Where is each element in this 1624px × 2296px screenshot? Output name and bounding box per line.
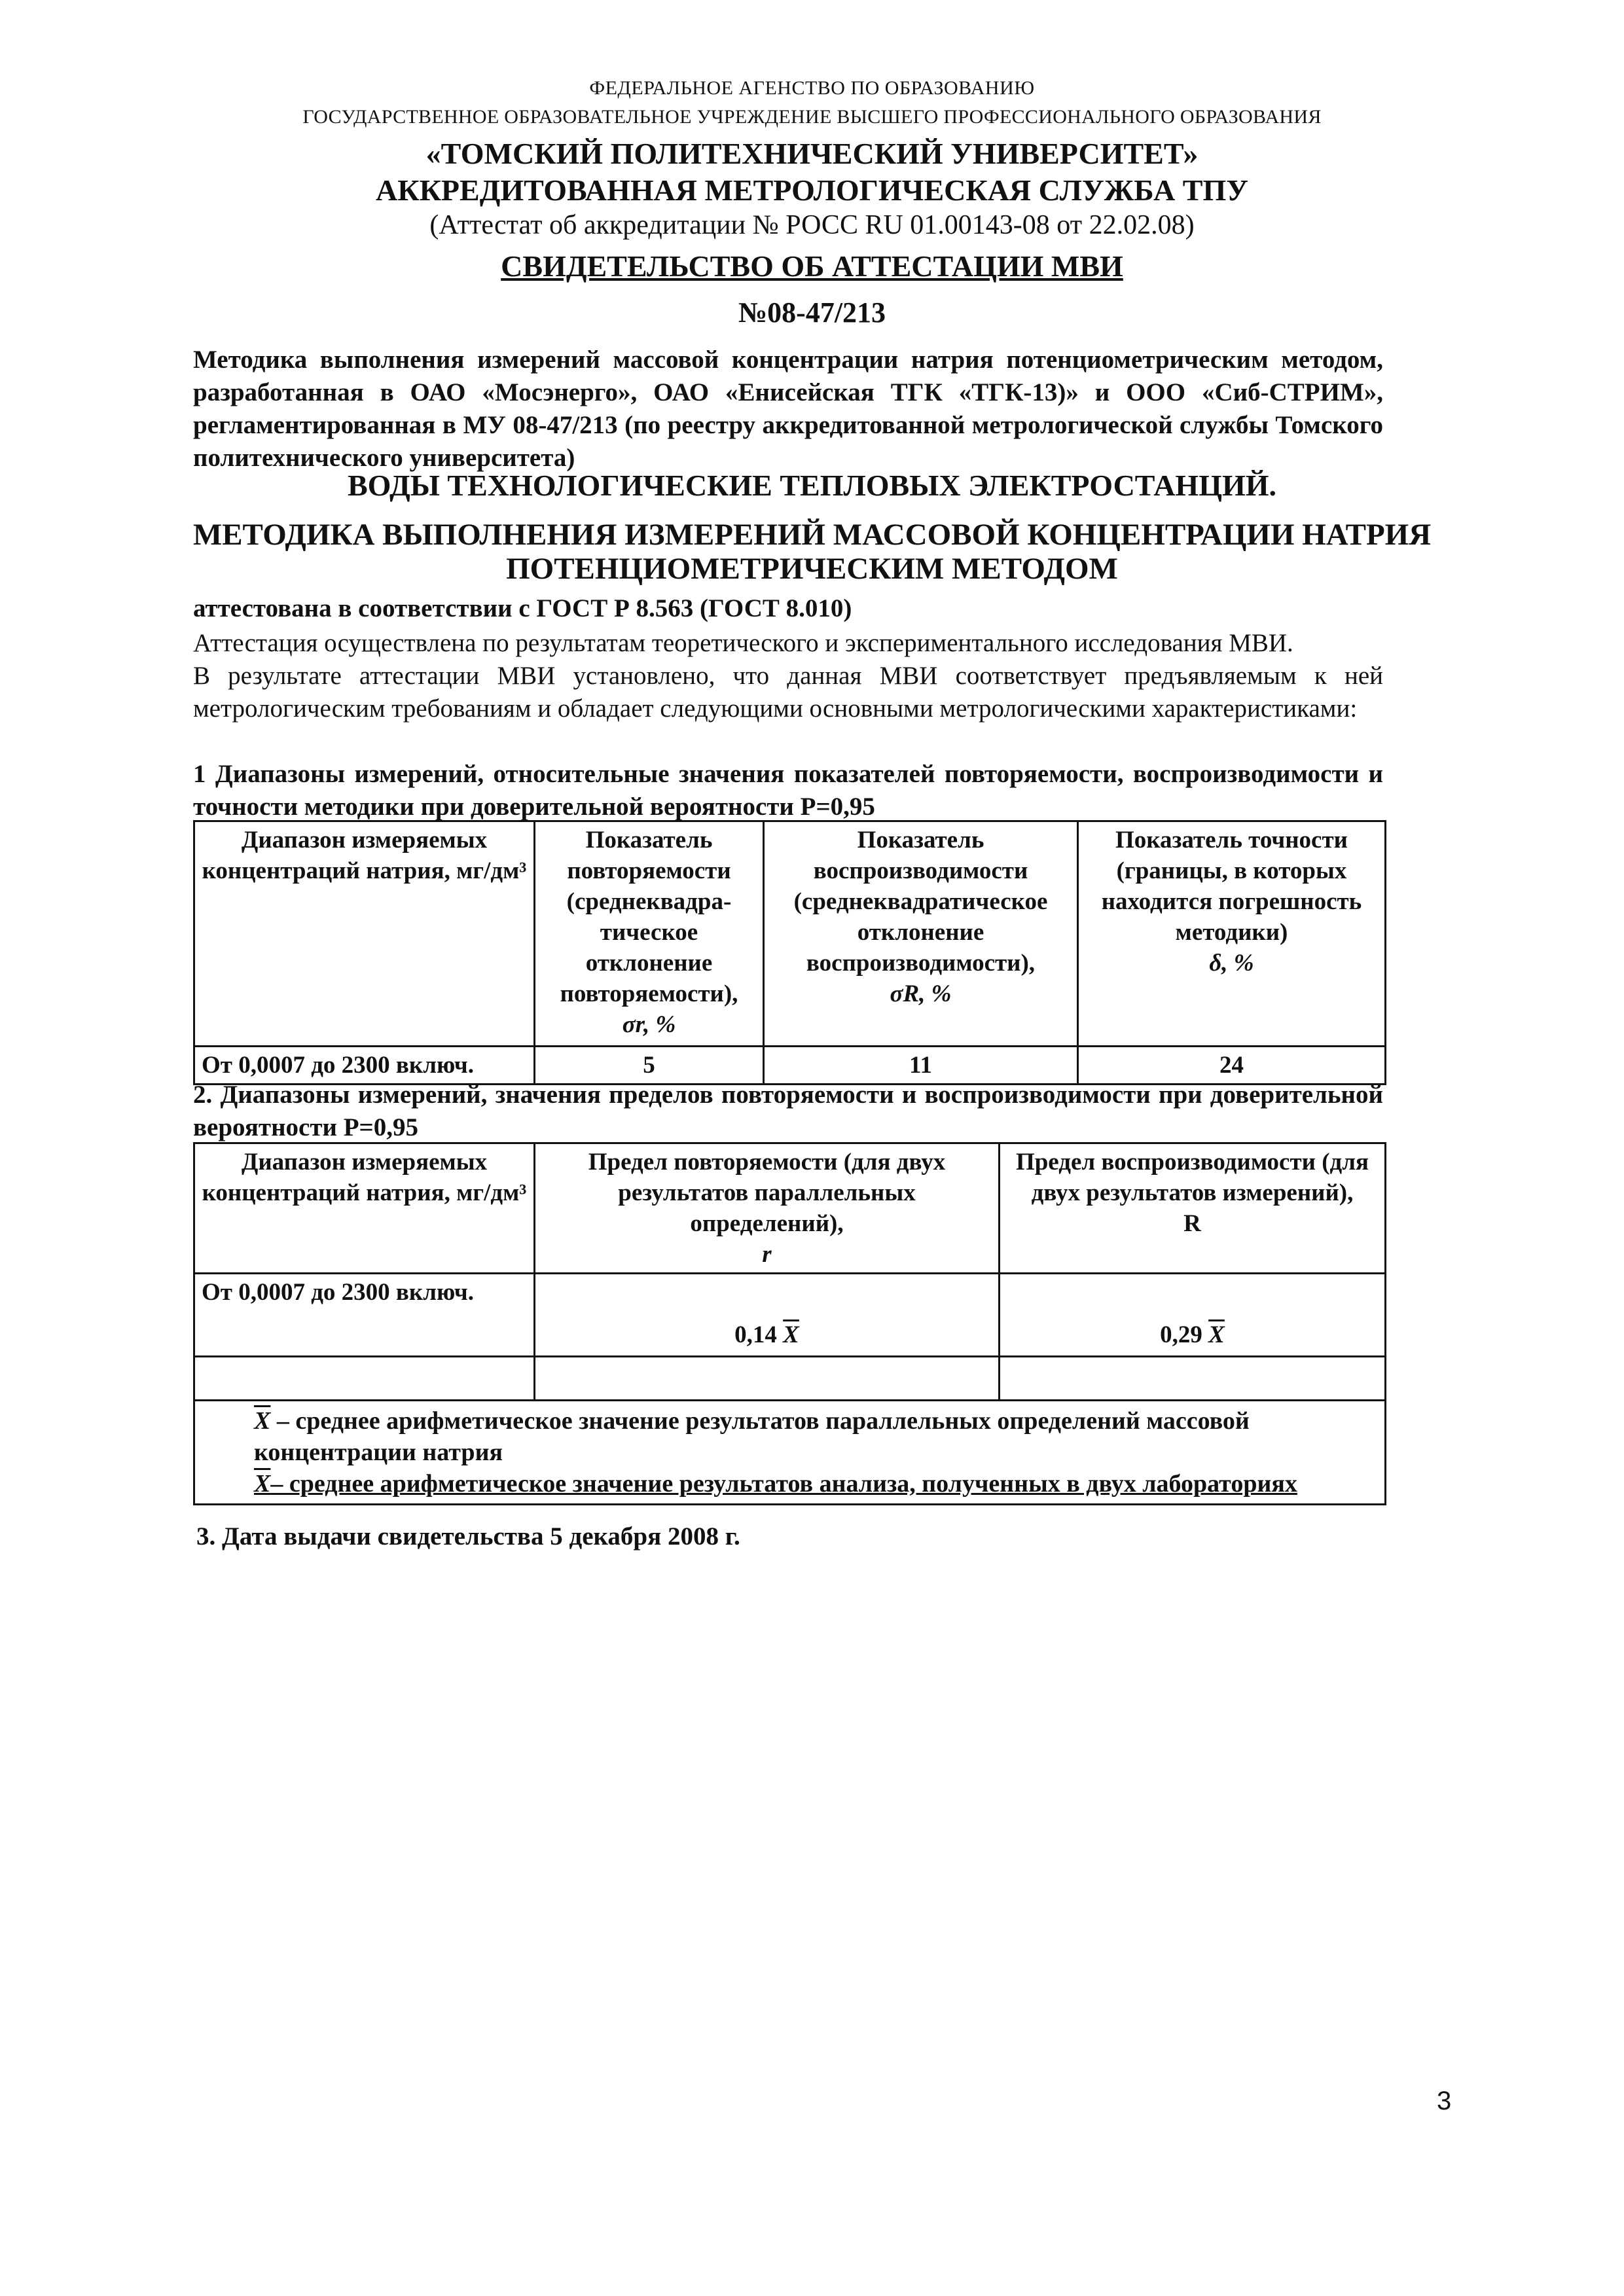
header-repeat-limit: Предел повторяемости (для двух результатов параллельных определений), r (535, 1143, 1000, 1274)
repeatability-symbol: σr, % (622, 1011, 676, 1038)
institution-line: ГОСУДАРСТВЕННОЕ ОБРАЗОВАТЕЛЬНОЕ УЧРЕЖДЕНИЕ ВЫСШЕГО ПРОФЕССИОНАЛЬНОГО ОБРАЗОВАНИЯ (302, 106, 1322, 128)
repeat-limit-symbol: r (762, 1241, 772, 1268)
header-reproducibility: Показатель воспроизводимости (среднеквадратическое отклонение воспроизводимости), σR, % (764, 821, 1078, 1047)
document-title-water: ВОДЫ ТЕХНОЛОГИЧЕСКИЕ ТЕПЛОВЫХ ЭЛЕКТРОСТАНЦИЙ. (347, 469, 1277, 502)
cell-reproducibility: 11 (764, 1047, 1078, 1085)
certificate-number: №08-47/213 (738, 296, 886, 329)
notes-cell (194, 1401, 1386, 1505)
header-accuracy: Показатель точности (границы, в которых находится погрешность методики) δ, % (1078, 821, 1386, 1047)
cell-repeatability: 5 (535, 1047, 764, 1085)
cell-accuracy: 24 (1078, 1047, 1386, 1085)
mean-symbol: $\overline{X}$ (783, 1321, 799, 1348)
document-title-method-line1: МЕТОДИКА ВЫПОЛНЕНИЯ ИЗМЕРЕНИЙ МАССОВОЙ КОНЦЕНТРАЦИИ НАТРИЯ (192, 518, 1432, 552)
certificate-title: СВИДЕТЕЛЬСТВО ОБ АТТЕСТАЦИИ МВИ (501, 249, 1123, 283)
empty-cell (535, 1357, 1000, 1401)
accreditation-line: (Аттестат об аккредитации № РОСС RU 01.00143-08 от 22.02.08) (429, 210, 1195, 240)
note-2: X– среднее арифметическое значение результатов анализа, полученных в двух лабораториях (254, 1470, 1297, 1498)
result-paragraph: В результате аттестации МВИ установлено, что данная МВИ соответствует предъявляемым к ней метрологическим требованиям и обладает следующими основными метрологическими характеристиками: (193, 662, 1383, 723)
limits-table (193, 1142, 1386, 1505)
section2-heading: 2. Диапазоны измерений, значения пределов повторяемости и воспроизводимости при доверительной вероятности Р=0,95 (193, 1081, 1383, 1141)
issue-date: 3. Дата выдачи свидетельства 5 декабря 2008 г. (196, 1522, 740, 1551)
table-header-row (194, 1143, 1386, 1274)
cell-range: От 0,0007 до 2300 включ. (194, 1047, 535, 1085)
accuracy-symbol: δ, % (1209, 950, 1254, 977)
university-name: «ТОМСКИЙ ПОЛИТЕХНИЧЕСКИЙ УНИВЕРСИТЕТ» (425, 137, 1199, 170)
basis-line: Аттестация осуществлена по результатам теоретического и экспериментального исследования МВИ. (193, 629, 1293, 657)
reproducibility-symbol: σR, % (890, 980, 952, 1007)
header-repeatability: Показатель повторяемости (среднеквадра-тическое отклонение повторяемости), σr, % (535, 821, 764, 1047)
header-range: Диапазон измеряемых концентраций натрия, мг/дм³ (194, 1143, 535, 1274)
section1-heading: 1 Диапазоны измерений, относительные значения показателей повторяемости, воспроизводимости и точности методики при доверительной вероятности Р=0,95 (193, 760, 1383, 821)
attested-line: аттестована в соответствии с ГОСТ Р 8.563 (ГОСТ 8.010) (193, 594, 852, 622)
table-header-row (194, 821, 1386, 1047)
empty-cell (194, 1357, 535, 1401)
cell-reprod-limit: 0,29 $\overline{X}$ (1000, 1274, 1386, 1357)
cell-range: От 0,0007 до 2300 включ. (194, 1274, 535, 1357)
cell-repeat-limit: 0,14 $\overline{X}$ (535, 1274, 1000, 1357)
metrology-service-name: АККРЕДИТОВАННАЯ МЕТРОЛОГИЧЕСКАЯ СЛУЖБА ТПУ (376, 173, 1248, 207)
agency-line: ФЕДЕРАЛЬНОЕ АГЕНСТВО ПО ОБРАЗОВАНИЮ (589, 77, 1035, 99)
reprod-limit-symbol: R (1183, 1210, 1201, 1237)
characteristics-table (193, 820, 1386, 1085)
grand-mean-symbol: $\overline{X}$ (1208, 1321, 1225, 1348)
empty-row (194, 1357, 1386, 1401)
notes-row (194, 1401, 1386, 1505)
empty-cell (1000, 1357, 1386, 1401)
header-range: Диапазон измеряемых концентраций натрия, мг/дм³ (194, 821, 535, 1047)
table-row (194, 1274, 1386, 1357)
note-1: $\overline{X}$ – среднее арифметическое значение результатов параллельных определений массовой концентрации натрия (254, 1407, 1250, 1466)
intro-paragraph: Методика выполнения измерений массовой концентрации натрия потенциометрическим методом, разработанная в ОАО «Мосэнерго», ОАО «Енисейская ТГК «ТГК-13)» и ООО «Сиб-СТРИМ», регламентированная в МУ 08-47/213 (по реестру аккредитованной метрологической службы Томского политехнического университета) (193, 346, 1383, 472)
page-number: 3 (1437, 2087, 1452, 2115)
header-reprod-limit: Предел воспроизводимости (для двух результатов измерений), R (1000, 1143, 1386, 1274)
document-title-method-line2: ПОТЕНЦИОМЕТРИЧЕСКИМ МЕТОДОМ (506, 552, 1118, 586)
